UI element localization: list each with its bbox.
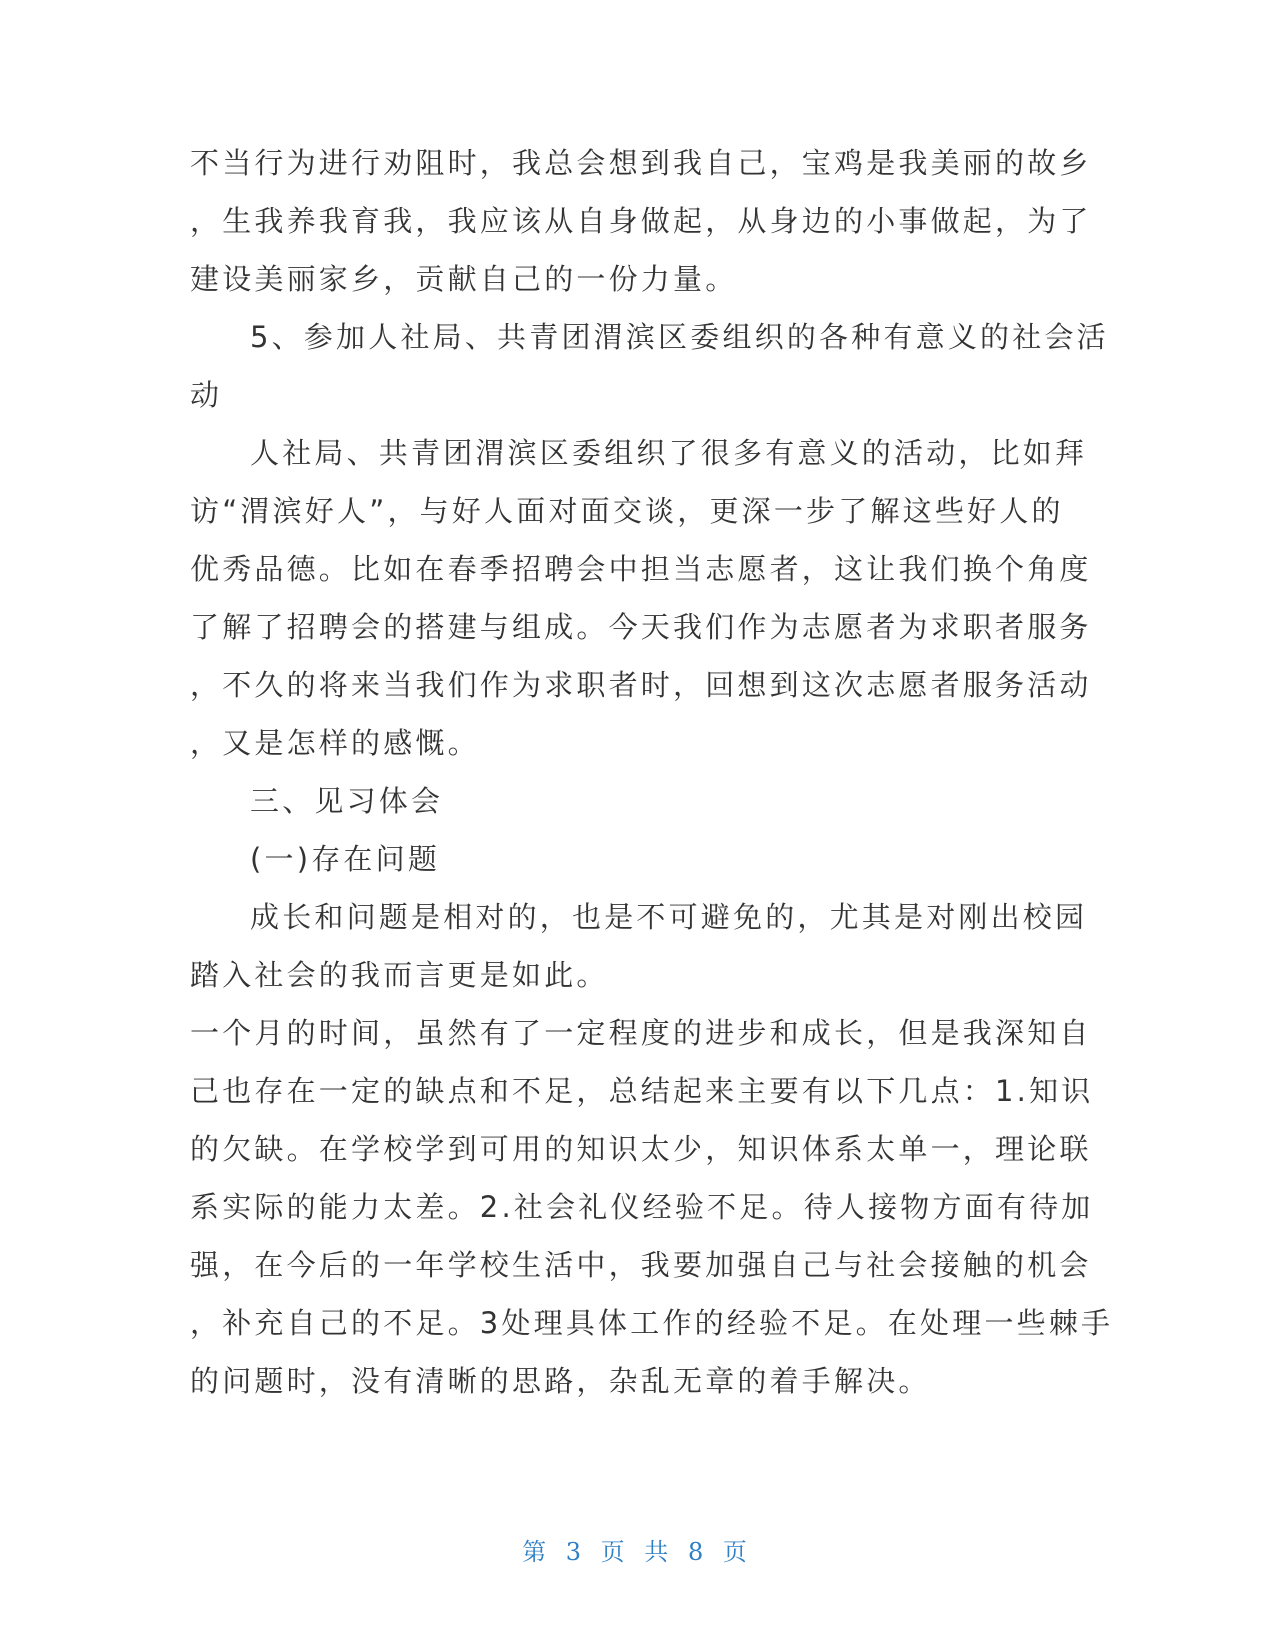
paragraph-start: 成长和问题是相对的，也是不可避免的，尤其是对刚出校园 bbox=[250, 900, 1088, 934]
section-heading: 三、见习体会 bbox=[250, 784, 444, 818]
text-line: 的欠缺。在学校学到可用的知识太少，知识体系太单一，理论联 bbox=[190, 1132, 1092, 1166]
text-line: ，不久的将来当我们作为求职者时，回想到这次志愿者服务活动 bbox=[190, 668, 1092, 702]
text-line: 系实际的能力太差。2.社会礼仪经验不足。待人接物方面有待加 bbox=[190, 1190, 1094, 1224]
text-line: 不当行为进行劝阻时，我总会想到我自己，宝鸡是我美丽的故乡 bbox=[190, 146, 1092, 180]
text-line: 访“渭滨好人”，与好人面对面交谈，更深一步了解这些好人的 bbox=[190, 494, 1064, 528]
text-line: 建设美丽家乡，贡献自己的一份力量。 bbox=[190, 262, 738, 296]
text-line: 己也存在一定的缺点和不足，总结起来主要有以下几点：1.知识 bbox=[190, 1074, 1094, 1108]
subsection-heading: (一)存在问题 bbox=[250, 842, 441, 876]
text-line: 踏入社会的我而言更是如此。 bbox=[190, 958, 609, 992]
paragraph-start: 一个月的时间，虽然有了一定程度的进步和成长，但是我深知自 bbox=[190, 1016, 1092, 1050]
page-number-footer: 第 3 页 共 8 页 bbox=[522, 1538, 753, 1566]
text-line: 优秀品德。比如在春季招聘会中担当志愿者，这让我们换个角度 bbox=[190, 552, 1092, 586]
list-item-heading: 5、参加人社局、共青团渭滨区委组织的各种有意义的社会活 bbox=[250, 320, 1109, 354]
text-line: 了解了招聘会的搭建与组成。今天我们作为志愿者为求职者服务 bbox=[190, 610, 1092, 644]
text-line: ，生我养我育我，我应该从自身做起，从身边的小事做起，为了 bbox=[190, 204, 1092, 238]
text-line: 动 bbox=[190, 378, 223, 412]
text-line: ，又是怎样的感慨。 bbox=[190, 726, 480, 760]
text-line: ，补充自己的不足。3处理具体工作的经验不足。在处理一些棘手 bbox=[190, 1306, 1114, 1340]
text-line: 的问题时，没有清晰的思路，杂乱无章的着手解决。 bbox=[190, 1364, 931, 1398]
paragraph-start: 人社局、共青团渭滨区委组织了很多有意义的活动，比如拜 bbox=[250, 436, 1088, 470]
text-line: 强，在今后的一年学校生活中，我要加强自己与社会接触的机会 bbox=[190, 1248, 1092, 1282]
